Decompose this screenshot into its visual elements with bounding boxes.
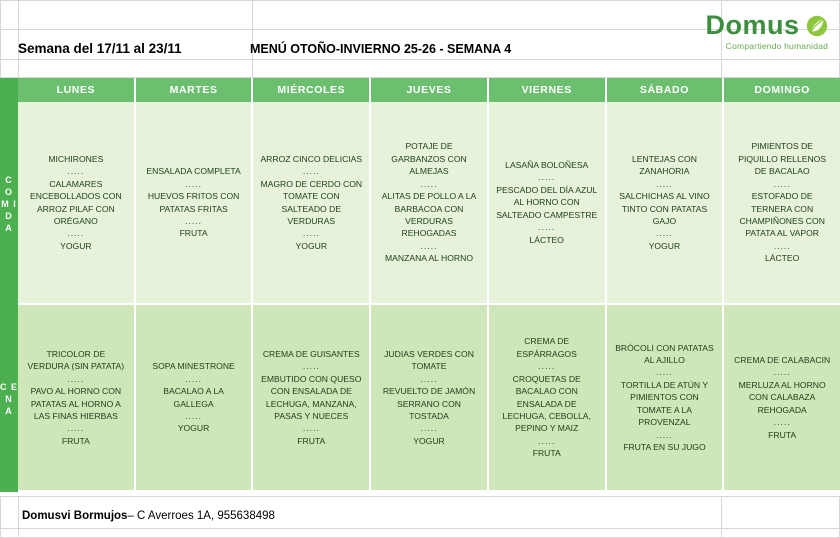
cell-comida-jueves: POTAJE DE GARBANZOS CON ALMEJAS ..... ALITAS DE POLLO A LA BARBACOA CON VERDURAS REHOGADAS ..... MANZANA AL HORNO: [371, 102, 489, 305]
column-header-domingo: DOMINGO: [724, 78, 840, 102]
row-label-comida: [0, 102, 18, 305]
week-label: Semana del 17/11 al 23/11: [18, 41, 182, 56]
leaf-icon: [806, 15, 828, 37]
document-header: [0, 0, 840, 78]
footer-text: [22, 510, 275, 522]
cell-cena-miercoles: CREMA DE GUISANTES ..... EMBUTIDO CON QUESO CON ENSALADA DE LECHUGA, MANZANA, PASAS Y NUECES ..... FRUTA: [253, 305, 371, 492]
cell-comida-miercoles: ARROZ CINCO DELICIAS ..... MAGRO DE CERDO CON TOMATE CON SALTEADO DE VERDURAS ..... YOGUR: [253, 102, 371, 305]
column-header-lunes: LUNES: [18, 78, 136, 102]
domus-logo: [706, 12, 828, 51]
column-header-viernes: VIERNES: [489, 78, 607, 102]
grid-line: [0, 496, 1, 538]
logo-tagline: Compartiendo humanidad: [725, 41, 828, 51]
column-header-martes: MARTES: [136, 78, 254, 102]
grid-line: [0, 0, 840, 1]
table-row-cena: [0, 305, 840, 492]
grid-line: [18, 496, 19, 538]
grid-line: [0, 0, 1, 78]
logo-wordmark: Domus: [705, 10, 800, 40]
table-row-comida: [0, 102, 840, 305]
document-footer: [0, 496, 840, 538]
grid-line: [0, 528, 840, 529]
column-header-sabado: SÁBADO: [607, 78, 725, 102]
grid-line: [252, 0, 253, 78]
row-label-comida-text: C O M I D A: [1, 174, 17, 233]
cell-cena-jueves: JUDIAS VERDES CON TOMATE ..... REVUELTO DE JAMÓN SERRANO CON TOSTADA ..... YOGUR: [371, 305, 489, 492]
row-label-cena: [0, 305, 18, 492]
grid-line: [18, 0, 19, 78]
title-row: [18, 41, 718, 56]
cell-comida-domingo: PIMIENTOS DE PIQUILLO RELLENOS DE BACALAO ..... ESTOFADO DE TERNERA CON CHAMPIÑONES CON PATATA AL VAPOR ..... LÁCTEO: [724, 102, 840, 305]
cell-cena-viernes: CREMA DE ESPÁRRAGOS ..... CROQUETAS DE BACALAO CON ENSALADA DE LECHUGA, CEBOLLA, PEPINO Y MAIZ ..... FRUTA: [489, 305, 607, 492]
cell-comida-lunes: MICHIRONES ..... CALAMARES ENCEBOLLADOS CON ARROZ PILAF CON ORÉGANO ..... YOGUR: [18, 102, 136, 305]
grid-line: [0, 59, 840, 60]
grid-line: [721, 496, 722, 538]
header-gutter: [0, 78, 18, 102]
center-name: Domusvi Bormujos: [22, 510, 128, 522]
center-address: – C Averroes 1A, 955638498: [127, 510, 275, 522]
table-header-row: [0, 78, 840, 102]
cell-cena-lunes: TRICOLOR DE VERDURA (SIN PATATA) ..... PAVO AL HORNO CON PATATAS AL HORNO A LAS FINAS HIERBAS ..... FRUTA: [18, 305, 136, 492]
cell-cena-sabado: BRÓCOLI CON PATATAS AL AJILLO ..... TORTILLA DE ATÚN Y PIMIENTOS CON TOMATE A LA PROVENZAL ..... FRUTA EN SU JUGO: [607, 305, 725, 492]
cell-comida-martes: ENSALADA COMPLETA ..... HUEVOS FRITOS CON PATATAS FRITAS ..... FRUTA: [136, 102, 254, 305]
column-header-miercoles: MIÉRCOLES: [253, 78, 371, 102]
column-header-jueves: JUEVES: [371, 78, 489, 102]
menu-title: MENÚ OTOÑO-INVIERNO 25-26 - SEMANA 4: [250, 42, 512, 56]
row-label-cena-text: C E N A: [0, 381, 19, 416]
cell-comida-sabado: LENTEJAS CON ZANAHORIA ..... SALCHICHAS AL VINO TINTO CON PATATAS GAJO ..... YOGUR: [607, 102, 725, 305]
grid-line: [0, 496, 840, 497]
cell-cena-domingo: CREMA DE CALABACIN ..... MERLUZA AL HORNO CON CALABAZA REHOGADA ..... FRUTA: [724, 305, 840, 492]
menu-table: [0, 78, 840, 492]
cell-comida-viernes: LASAÑA BOLOÑESA ..... PESCADO DEL DÍA AZUL AL HORNO CON SALTEADO CAMPESTRE ..... LÁCTEO: [489, 102, 607, 305]
cell-cena-martes: SOPA MINESTRONE ..... BACALAO A LA GALLEGA ..... YOGUR: [136, 305, 254, 492]
